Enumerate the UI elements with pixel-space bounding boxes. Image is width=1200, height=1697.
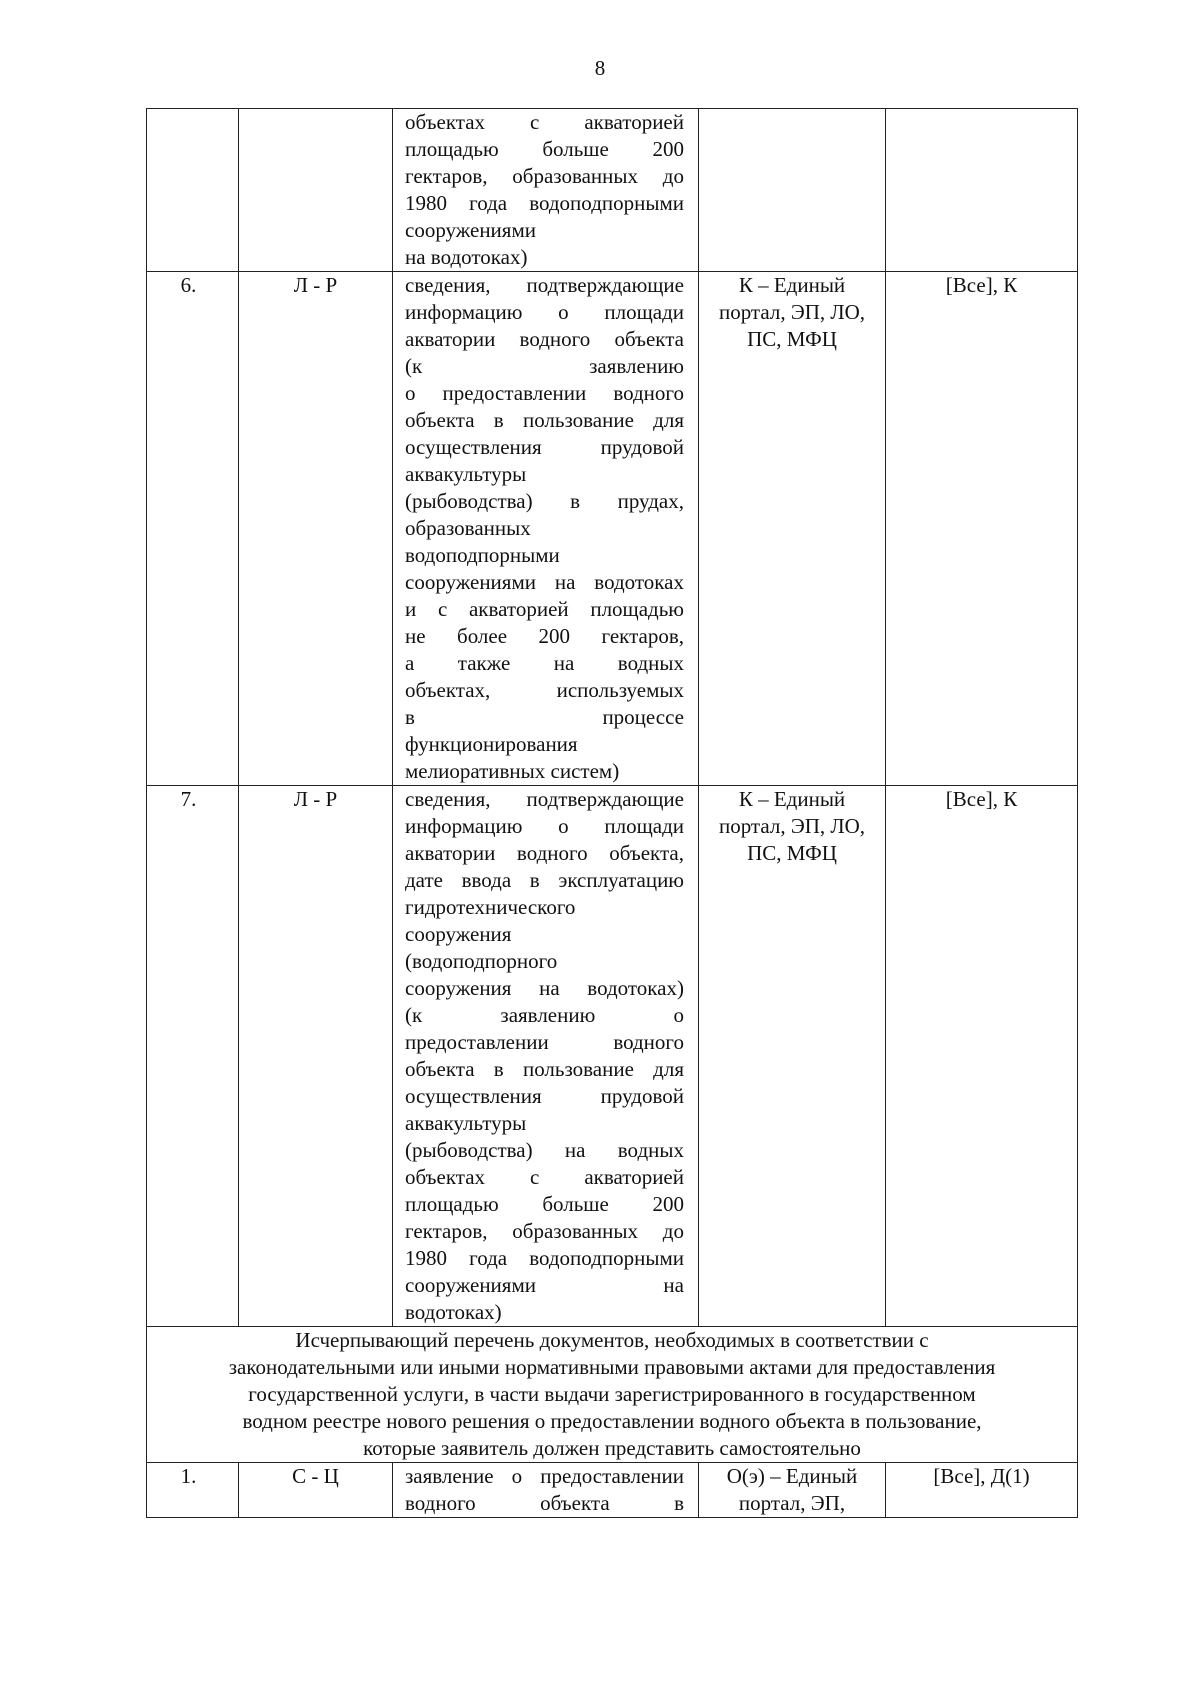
page-number: 8 [594, 56, 606, 80]
text-line: которые заявитель должен представить самостоятельно [363, 1436, 861, 1460]
text-line: а также на водных [405, 651, 684, 675]
text-line: портал, ЭП, ЛО, [718, 300, 866, 324]
cell-description [393, 109, 699, 272]
text-line: (рыбоводства) в прудах, [405, 489, 684, 513]
text-line: государственной услуги, в части выдачи зарегистрированного в государственном [248, 1382, 976, 1406]
cell-number: 6. [147, 272, 239, 786]
cell-number [147, 109, 239, 272]
cell-flag: [Все], К [886, 786, 1078, 1327]
text-line: гидротехнического [405, 895, 576, 919]
text-line: сооружениями на [405, 1273, 684, 1297]
text-line: осуществления прудовой [405, 435, 684, 459]
text-line: объектах с акваторией [405, 1165, 684, 1189]
text-line: объекта в пользование для [405, 408, 684, 432]
text-line: водном реестре нового решения о предоставлении водного объекта в пользование, [242, 1409, 982, 1433]
text-line: водного объекта в [405, 1491, 684, 1515]
cell-source [699, 109, 886, 272]
text-line: (водоподпорного [405, 949, 558, 973]
table-row-continuation [147, 109, 1078, 272]
text-line: ПС, МФЦ [747, 841, 837, 865]
text-line: о предоставлении водного [405, 381, 684, 405]
text-line: аквакультуры [405, 462, 527, 486]
text-line: предоставлении водного [405, 1030, 684, 1054]
table-row [147, 1463, 1078, 1518]
text-line: сооружениями на водотоках [405, 570, 684, 594]
text-line: заявление о предоставлении [405, 1464, 684, 1488]
cell-code: Л - Р [239, 786, 393, 1327]
cell-flag: [Все], К [886, 272, 1078, 786]
text-line: К – Единый [738, 273, 846, 297]
documents-table [146, 108, 1078, 1518]
text-line: (к заявлению [405, 354, 684, 378]
text-line: осуществления прудовой [405, 1084, 684, 1108]
text-line: законодательными или иными нормативными правовыми актами для предоставления [228, 1355, 996, 1379]
cell-description [393, 272, 699, 786]
text-line: объектах с акваторией [405, 110, 684, 134]
text-line: сведения, подтверждающие [405, 273, 684, 297]
cell-number: 7. [147, 786, 239, 1327]
text-line: Исчерпывающий перечень документов, необходимых в соответствии с [295, 1328, 929, 1352]
text-line: образованных [405, 516, 531, 540]
section-heading-row [147, 1327, 1078, 1463]
text-line: ПС, МФЦ [747, 327, 837, 351]
text-line: 1980 года водоподпорными [405, 1246, 684, 1270]
text-line: водоподпорными [405, 543, 560, 567]
text-line: сооружения [405, 922, 512, 946]
text-line: информацию о площади [405, 300, 684, 324]
cell-source [699, 272, 886, 786]
cell-code [239, 109, 393, 272]
text-line: сооружениями [405, 218, 536, 242]
cell-code: Л - Р [239, 272, 393, 786]
cell-description [393, 1463, 699, 1518]
cell-flag [886, 109, 1078, 272]
text-line: аквакультуры [405, 1111, 527, 1135]
text-line: информацию о площади [405, 814, 684, 838]
text-line: (к заявлению о [405, 1003, 684, 1027]
text-line: водотоках) [405, 1300, 502, 1324]
text-line: площадью больше 200 [405, 1192, 684, 1216]
text-line: мелиоративных систем) [405, 759, 620, 783]
text-line: не более 200 гектаров, [405, 624, 684, 648]
text-line: сведения, подтверждающие [405, 787, 684, 811]
text-line: 1980 года водоподпорными [405, 191, 684, 215]
text-line: сооружения на водотоках) [405, 976, 684, 1000]
text-line: гектаров, образованных до [405, 1219, 684, 1243]
text-line: объекта в пользование для [405, 1057, 684, 1081]
text-line: гектаров, образованных до [405, 164, 684, 188]
text-line: портал, ЭП, ЛО, [718, 814, 866, 838]
text-line: (рыбоводства) на водных [405, 1138, 684, 1162]
cell-flag: [Все], Д(1) [886, 1463, 1078, 1518]
cell-source [699, 1463, 886, 1518]
cell-code: С - Ц [239, 1463, 393, 1518]
table-row [147, 786, 1078, 1327]
text-line: в процессе [405, 705, 684, 729]
text-line: объектах, используемых [405, 678, 684, 702]
text-line: и с акваторией площадью [405, 597, 684, 621]
cell-source [699, 786, 886, 1327]
text-line: на водотоках) [405, 245, 528, 269]
cell-description [393, 786, 699, 1327]
text-line: К – Единый [738, 787, 846, 811]
table-row [147, 272, 1078, 786]
text-line: дате ввода в эксплуатацию [405, 868, 684, 892]
cell-number: 1. [147, 1463, 239, 1518]
text-line: О(э) – Единый [726, 1464, 858, 1488]
section-heading [147, 1327, 1078, 1463]
text-line: площадью больше 200 [405, 137, 684, 161]
text-line: портал, ЭП, [738, 1491, 846, 1515]
text-line: акватории водного объекта [405, 327, 684, 351]
text-line: акватории водного объекта, [405, 841, 684, 865]
text-line: функционирования [405, 732, 578, 756]
